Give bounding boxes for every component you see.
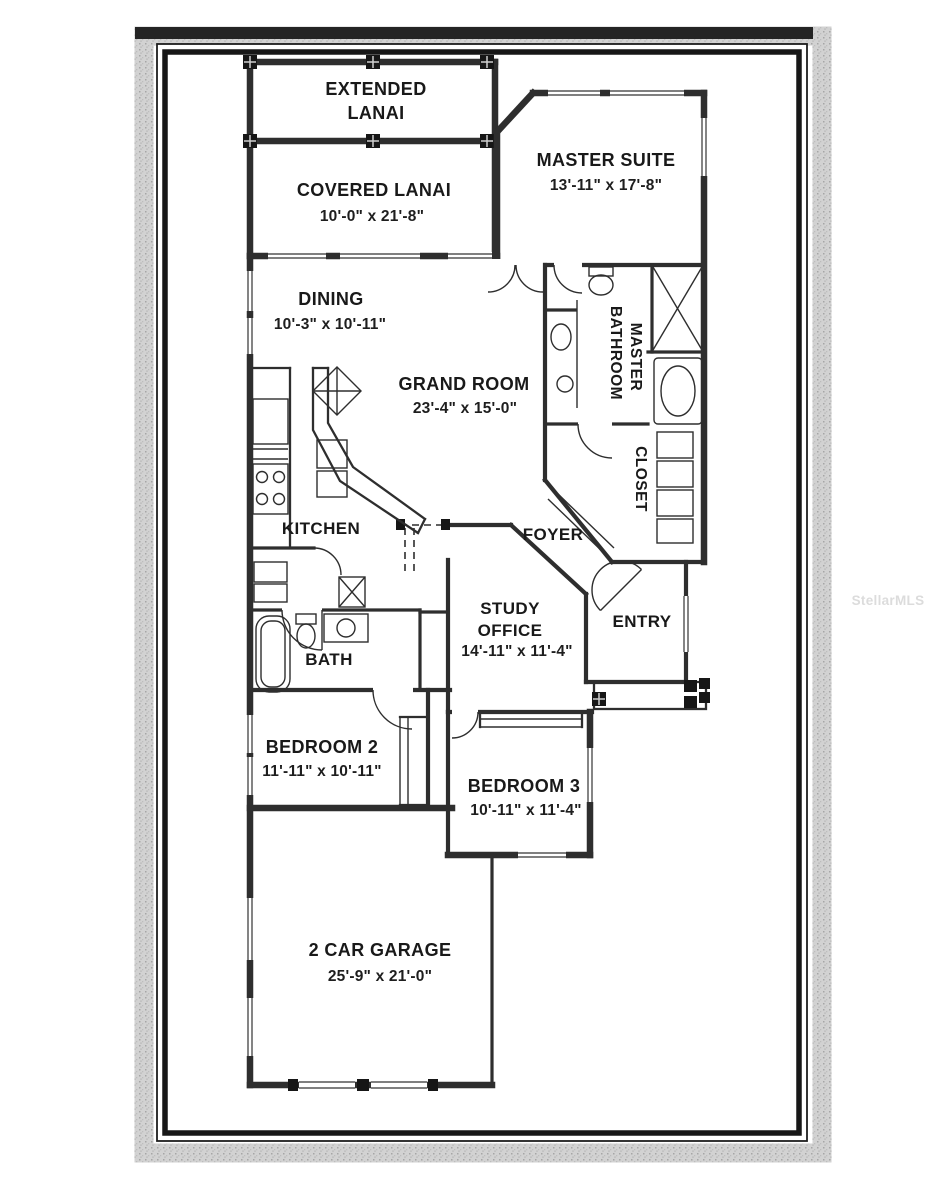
room-label-dining: DINING (298, 289, 364, 309)
window (268, 252, 326, 260)
window (246, 318, 254, 354)
room-label-bedroom-3: BEDROOM 3 (467, 776, 581, 796)
lanai-post (480, 55, 494, 69)
window (682, 596, 690, 652)
room-label-bedroom-2: BEDROOM 2 (265, 737, 379, 757)
window (246, 757, 254, 795)
room-label-bath: BATH (305, 650, 353, 669)
room-label-study: STUDY (480, 599, 540, 618)
porch-post (592, 692, 606, 706)
room-label-master-bathroom-2: BATHROOM (607, 305, 624, 401)
window (610, 89, 684, 97)
lanai-post (243, 134, 257, 148)
window (246, 715, 254, 753)
room-label-office: OFFICE (477, 621, 543, 640)
room-label-entry: ENTRY (612, 612, 672, 631)
window (246, 898, 254, 960)
room-dims-grand-room: 23'-4" x 15'-0" (412, 400, 518, 417)
room-label-master-suite: MASTER SUITE (536, 150, 676, 170)
room-label-covered-lanai: COVERED LANAI (296, 180, 452, 200)
room-dims-covered-lanai: 10'-0" x 21'-8" (319, 208, 425, 225)
window (586, 748, 594, 802)
room-label-extended-lanai-2: LANAI (347, 103, 405, 123)
room-label-garage: 2 CAR GARAGE (308, 940, 452, 960)
room-dims-garage: 25'-9" x 21'-0" (327, 968, 433, 985)
lanai-post (243, 55, 257, 69)
window (340, 252, 420, 260)
lanai-post (480, 134, 494, 148)
room-label-kitchen: KITCHEN (281, 519, 361, 538)
room-dims-bedroom-3: 10'-11" x 11'-4" (470, 802, 582, 819)
window (700, 118, 708, 176)
room-label-closet: CLOSET (632, 446, 649, 512)
window (548, 89, 600, 97)
window (246, 998, 254, 1056)
room-label-extended-lanai-1: EXTENDED (325, 79, 427, 99)
page-frame (135, 27, 822, 1153)
lanai-post (366, 55, 380, 69)
room-label-master-bathroom-1: MASTER (627, 322, 644, 392)
window (518, 851, 566, 859)
room-dims-dining: 10'-3" x 10'-11" (273, 316, 387, 333)
room-dims-study-office: 14'-11" x 11'-4" (461, 643, 573, 660)
room-dims-master-suite: 13'-11" x 17'-8" (549, 177, 663, 194)
sliding-door (448, 252, 492, 260)
lanai-post (366, 134, 380, 148)
room-dims-bedroom-2: 11'-11" x 10'-11" (262, 763, 382, 780)
watermark: StellarMLS (851, 593, 925, 608)
room-label-foyer: FOYER (522, 525, 584, 544)
window (246, 271, 254, 311)
room-label-grand-room: GRAND ROOM (398, 374, 530, 394)
